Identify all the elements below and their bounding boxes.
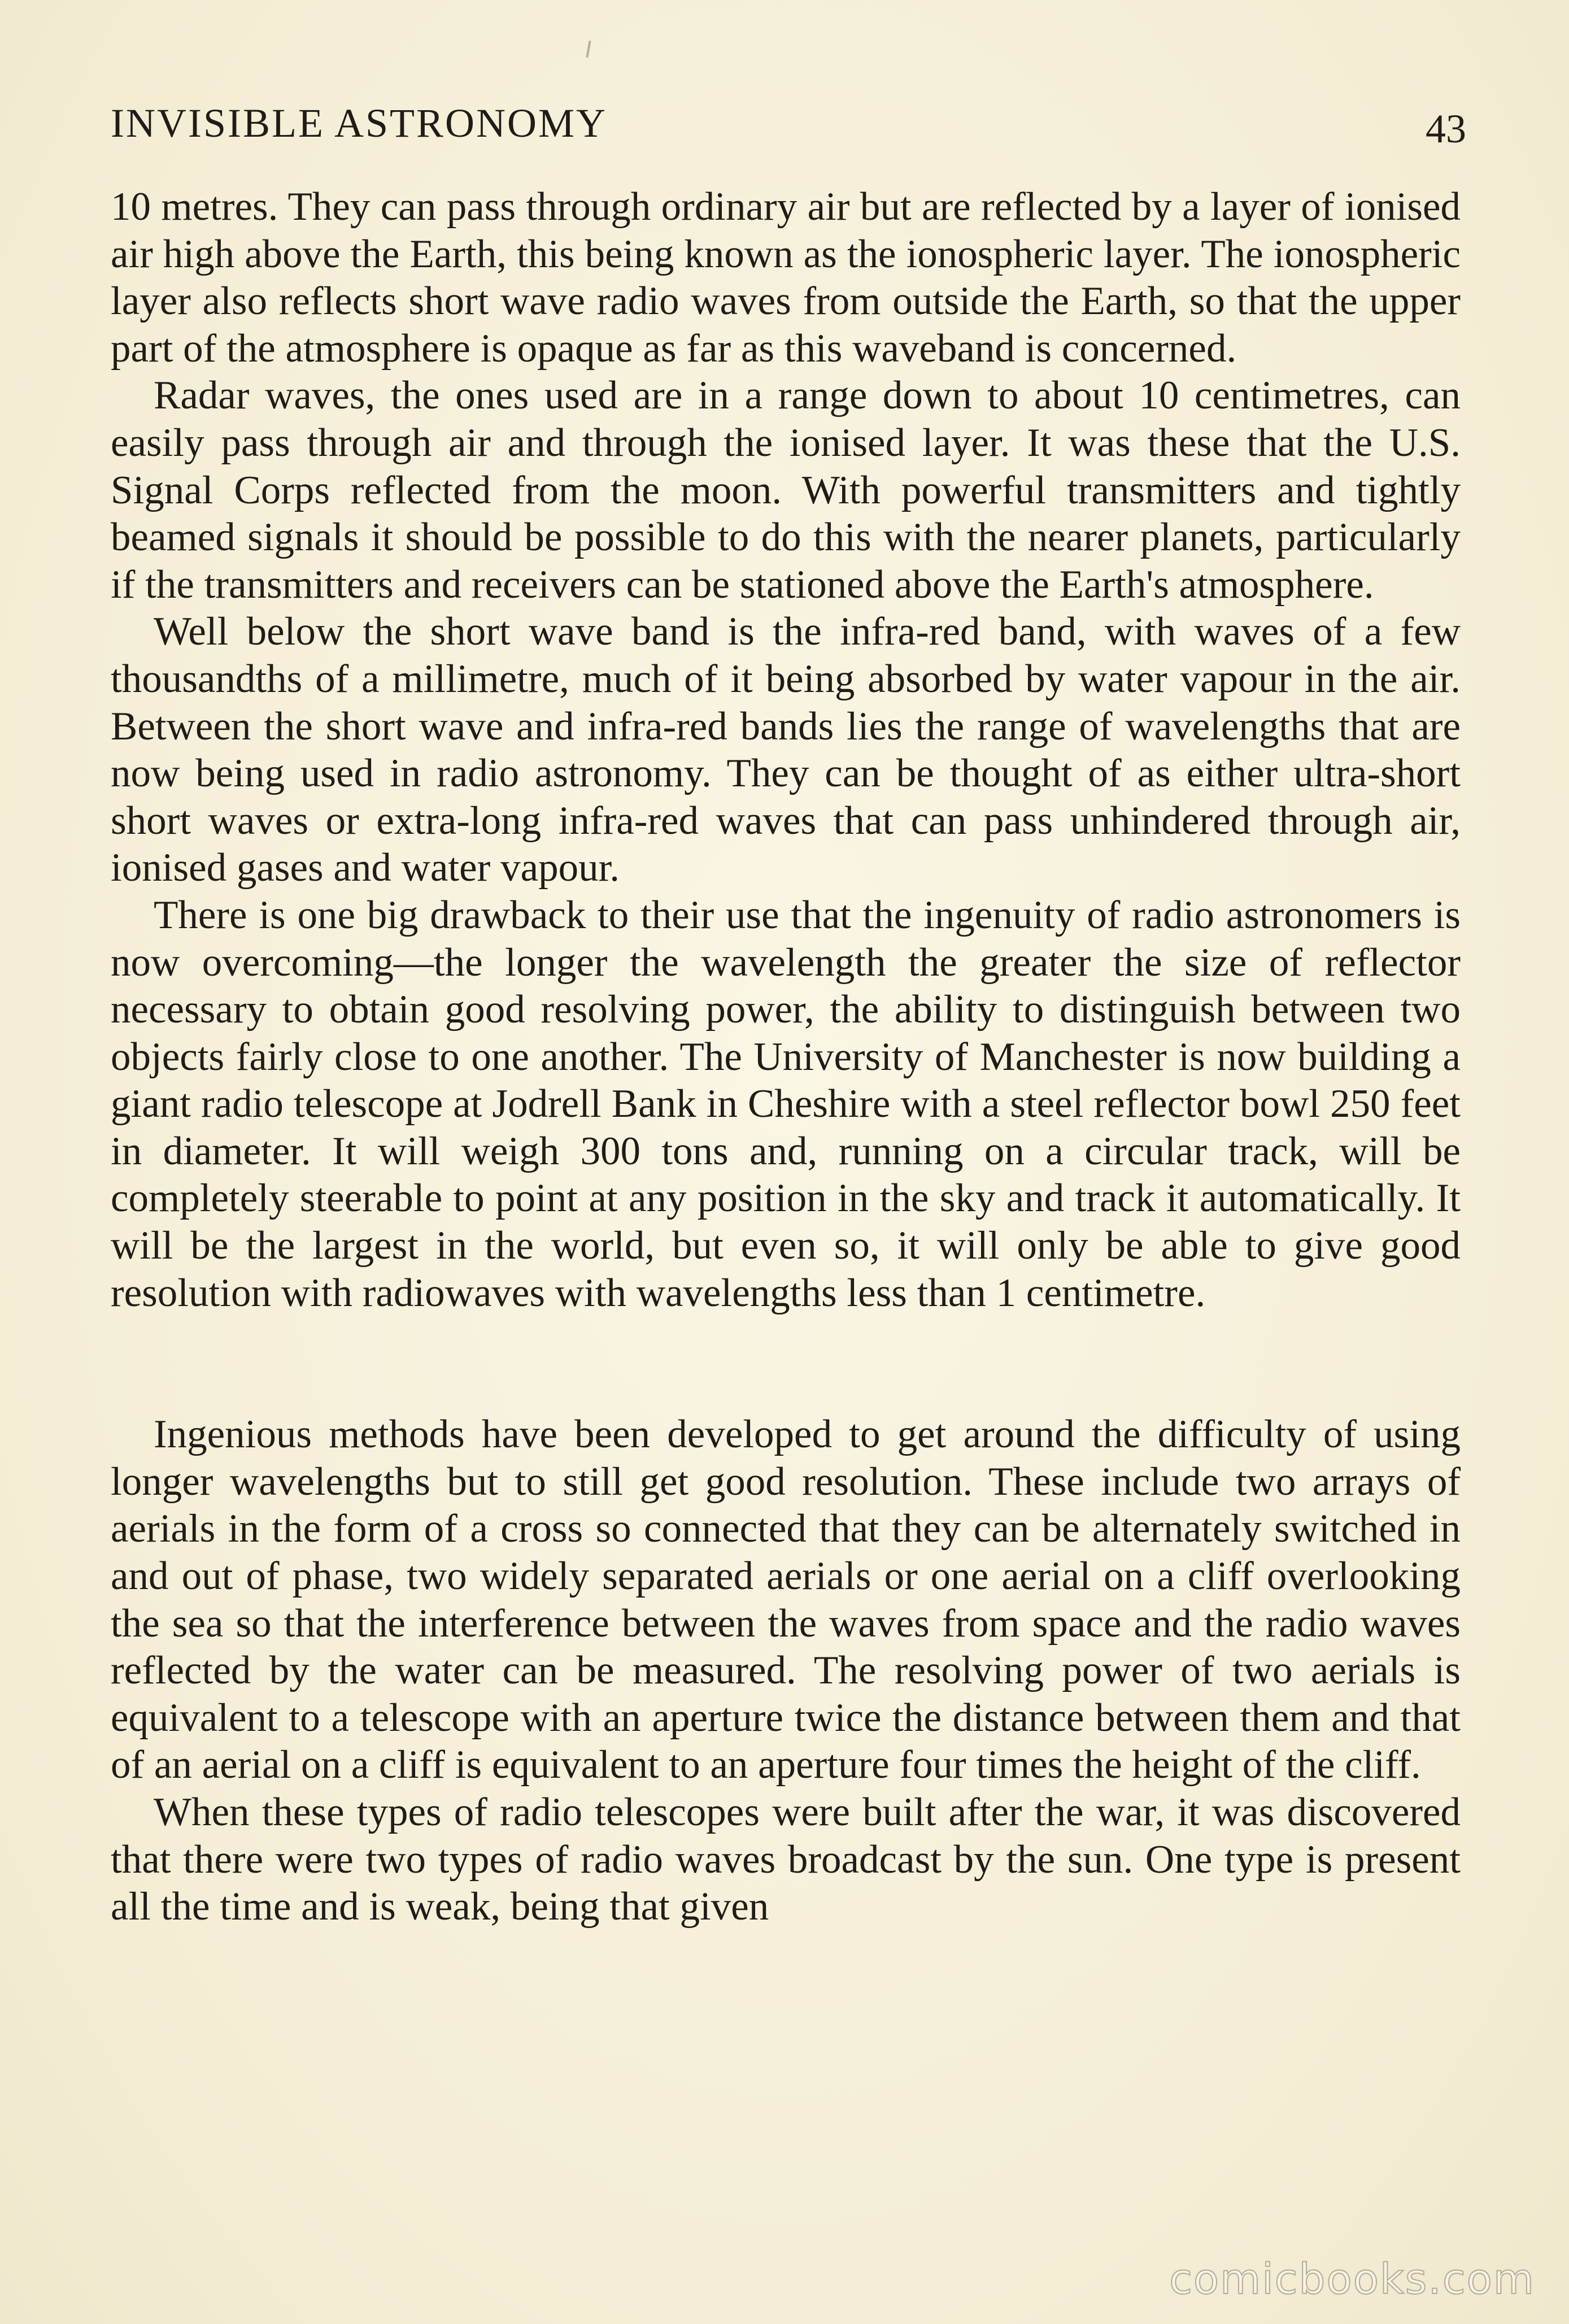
paragraph-radar-waves: Radar waves, the ones used are in a range down to about 10 centimetres, can easily pass through air and through the ionised layer. It was these that the U.S. Signal Corps reflected from the moon. With powerful transmitters and tightly beamed signals it should be possible to do this with the nearer planets, particularly if the transmitters and receivers can be stationed above the Earth's atmosphere. (111, 373, 1461, 607)
page-number: 43 (1426, 106, 1466, 151)
paragraph-radio-telescopes: When these types of radio telescopes were built after the war, it was discovered that there were two types of radio waves broadcast by the sun. One type is present all the time and is weak, being that given (111, 1790, 1461, 1929)
watermark-logo: comicbooks.com (1169, 2255, 1535, 2304)
paper-speck (586, 41, 591, 58)
body-text (111, 184, 1461, 1931)
running-title: INVISIBLE ASTRONOMY (111, 101, 608, 146)
paragraph-continued: 10 metres. They can pass through ordinary air but are reflected by a layer of ionised air high above the Earth, this being known as the ionospheric layer. The ionospheric layer also reflects short wave radio waves from outside the Earth, so that the upper part of the atmosphere is opaque as far as this waveband is concerned. (111, 185, 1461, 371)
paragraph-drawback: There is one big drawback to their use that the ingenuity of radio astronomers is now overcoming—the longer the wavelength the greater the size of reflector necessary to obtain good resolving power, the ability to distinguish between two objects fairly close to one another. The University of Manchester is now building a giant radio telescope at Jodrell Bank in Cheshire with a steel reflector bowl 250 feet in diameter. It will weigh 300 tons and, running on a circular track, will be completely steerable to point at any position in the sky and track it automatically. It will be the largest in the world, but even so, it will only be able to give good resolution with radiowaves with wavelengths less than 1 centimetre. (111, 893, 1461, 1315)
paragraph-ingenious-methods: Ingenious methods have been developed to get around the difficulty of using longer wavelengths but to still get good resolution. These include two arrays of aerials in the form of a cross so connected that they can be alternately switched in and out of phase, two widely separated aerials or one aerial on a cliff overlooking the sea so that the interference between the waves from space and the radio waves reflected by the water can be measured. The resolving power of two aerials is equivalent to a telescope with an aperture twice the distance between them and that of an aerial on a cliff is equivalent to an aperture four times the height of the cliff. (111, 1412, 1461, 1787)
paragraph-infra-red: Well below the short wave band is the infra-red band, with waves of a few thousandths of a millimetre, much of it being absorbed by water vapour in the air. Between the short wave and infra-red bands lies the range of wavelengths that are now being used in radio astronomy. They can be thought of as either ultra-short short waves or extra-long infra-red waves that can pass unhindered through air, ionised gases and water vapour. (111, 610, 1461, 890)
page-header (111, 95, 1466, 151)
section-break (111, 1317, 1461, 1411)
